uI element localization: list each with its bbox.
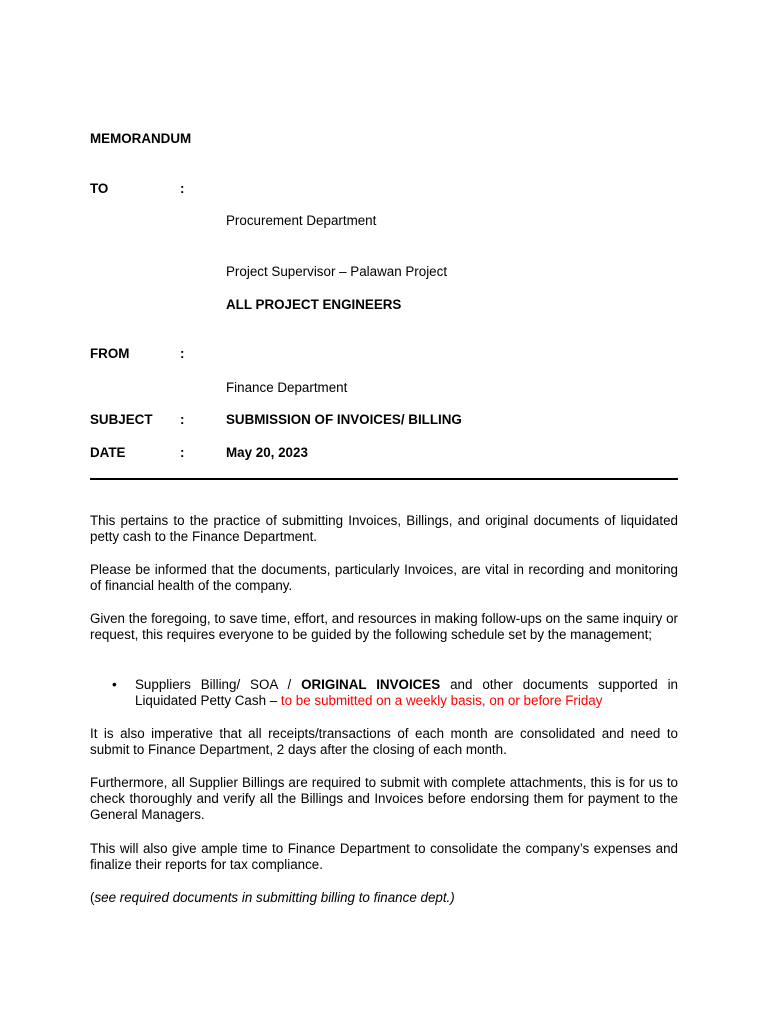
paragraph-6-text: This will also give ample time to Finance Department to consolidate the company’s expenses and finalize their reports for tax compliance. — [90, 841, 678, 873]
to-recipient-3: ALL PROJECT ENGINEERS — [226, 297, 402, 312]
paragraph-3-text: Given the foregoing, to save time, effort, and resources in making follow-ups on the same inquiry or request, this requires everyone to be guided by the following schedule set by the management; — [90, 611, 678, 643]
date-value: May 20, 2023 — [226, 445, 308, 460]
required-documents-note — [90, 890, 678, 906]
memo-title: MEMORANDUM — [90, 131, 192, 146]
subject-label: SUBJECT — [90, 412, 153, 427]
paragraph-5 — [90, 775, 678, 824]
paragraph-4 — [90, 726, 678, 758]
note-open-paren: ( — [90, 890, 95, 905]
paragraph-1-text: This pertains to the practice of submitting Invoices, Billings, and original documents of liquidated petty cash to the Finance Department. — [90, 513, 678, 545]
bullet-text — [135, 677, 678, 709]
paragraph-2-text: Please be informed that the documents, particularly Invoices, are vital in recording and monitoring of financial health of the company. — [90, 562, 678, 594]
from-colon: : — [180, 346, 185, 361]
paragraph-4-text: It is also imperative that all receipts/transactions of each month are consolidated and need to submit to Finance Department, 2 days after the closing of each month. — [90, 726, 678, 758]
subject-colon: : — [180, 412, 185, 427]
paragraph-3 — [90, 611, 678, 643]
from-label: FROM — [90, 346, 130, 361]
paragraph-2 — [90, 562, 678, 594]
paragraph-6 — [90, 841, 678, 873]
date-colon: : — [180, 445, 185, 460]
to-recipient-2: Project Supervisor – Palawan Project — [226, 264, 448, 279]
bullet-text-part-1: Suppliers Billing/ SOA / — [135, 677, 302, 692]
note-italic-text: see required documents in submitting billing to finance dept.) — [94, 890, 455, 905]
bullet-text-bold: ORIGINAL INVOICES — [301, 677, 441, 692]
to-recipient-1: Procurement Department — [226, 213, 377, 228]
bullet-icon: • — [112, 677, 117, 692]
bullet-text-part-2: and other documents supported in Liquidated Petty Cash – — [135, 677, 678, 709]
paragraph-1 — [90, 513, 678, 545]
date-label: DATE — [90, 445, 126, 460]
from-value: Finance Department — [226, 380, 348, 395]
subject-value: SUBMISSION OF INVOICES/ BILLING — [226, 412, 462, 427]
to-colon: : — [180, 181, 185, 196]
paragraph-5-text: Furthermore, all Supplier Billings are required to submit with complete attachments, this is for us to check thoroughly and verify all the Billings and Invoices before endorsing them for payment to the General Managers. — [90, 775, 678, 823]
header-divider — [90, 478, 678, 480]
bullet-deadline-text: to be submitted on a weekly basis, on or before Friday — [280, 693, 603, 709]
to-label: TO — [90, 181, 109, 196]
